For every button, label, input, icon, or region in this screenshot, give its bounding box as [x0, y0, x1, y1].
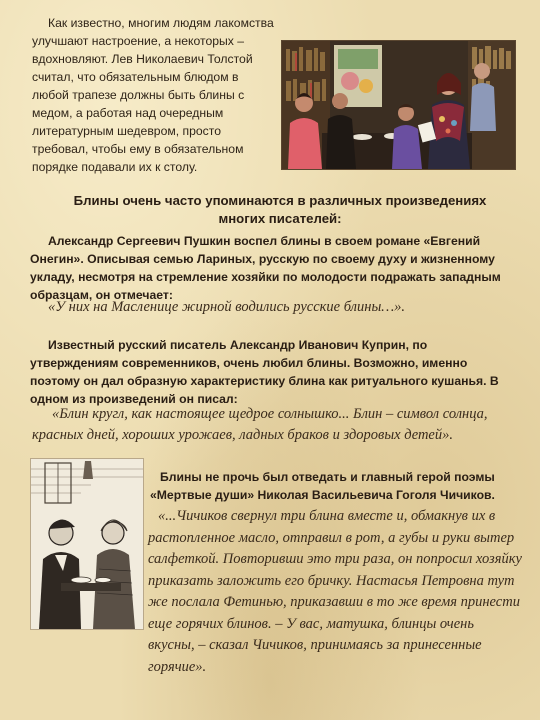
pushkin-paragraph: Александр Сергеевич Пушкин воспел блины в своем романе «Евгений Онегин». Описывая семью Лариных, русскую по своему духу и жизненному укладу, несмотря на стремление хозяйки по молодости подражать западным образцам, он отмечает:: [30, 234, 501, 302]
engraving-illustration: [31, 459, 143, 629]
intro-paragraph: Как известно, многим людям лакомства улучшают настроение, а некоторых – вдохновляют. Лев Николаевич Толстой считал, что обязательным блюдом в любой трапезе должны быть блины с медом, а работая над очередным литературным шедевром, просто требовал, чтобы ему в обязательном порядке подавали их к столу.: [32, 16, 274, 174]
reading-event-photo: [281, 40, 516, 170]
gogol-quote: «...Чичиков свернул три блина вместе и, обмакнув их в растопленное масло, отправил в рот, а губы и руки вытер салфеткой. Повторивши это три раза, он попросил хозяйку приказать заложить его бричку. Настасья Петровна тут же послала Фетинью, приказавши в то же время принести еще горячих блинов. – У вас, матушка, блинцы очень вкусны, – сказал Чичиков, принимаясь за принесенные горячие».: [148, 508, 522, 675]
pushkin-quote: «У них на Масленице жирной водились русские блины…».: [48, 299, 406, 315]
gogol-paragraph: Блины не прочь был отведать и главный герой поэмы «Мертвые души» Николая Васильевича Гоголя Чичиков.: [150, 470, 495, 502]
chichikov-engraving: [30, 458, 144, 630]
kuprin-paragraph: Известный русский писатель Александр Иванович Куприн, по утверждениям современников, очень любил блины. Возможно, именно поэтому он дал образную характеристику блина как ритуального кушанья. В одном из произведений он писал:: [30, 338, 499, 406]
photo-illustration: [282, 41, 515, 169]
section-heading: Блины очень часто упоминаются в различных произведениях многих писателей:: [73, 193, 487, 226]
kuprin-quote: «Блин кругл, как настоящее щедрое солнышко... Блин – символ солнца, красных дней, хороших урожаев, ладных браков и здоровых детей».: [32, 406, 488, 443]
